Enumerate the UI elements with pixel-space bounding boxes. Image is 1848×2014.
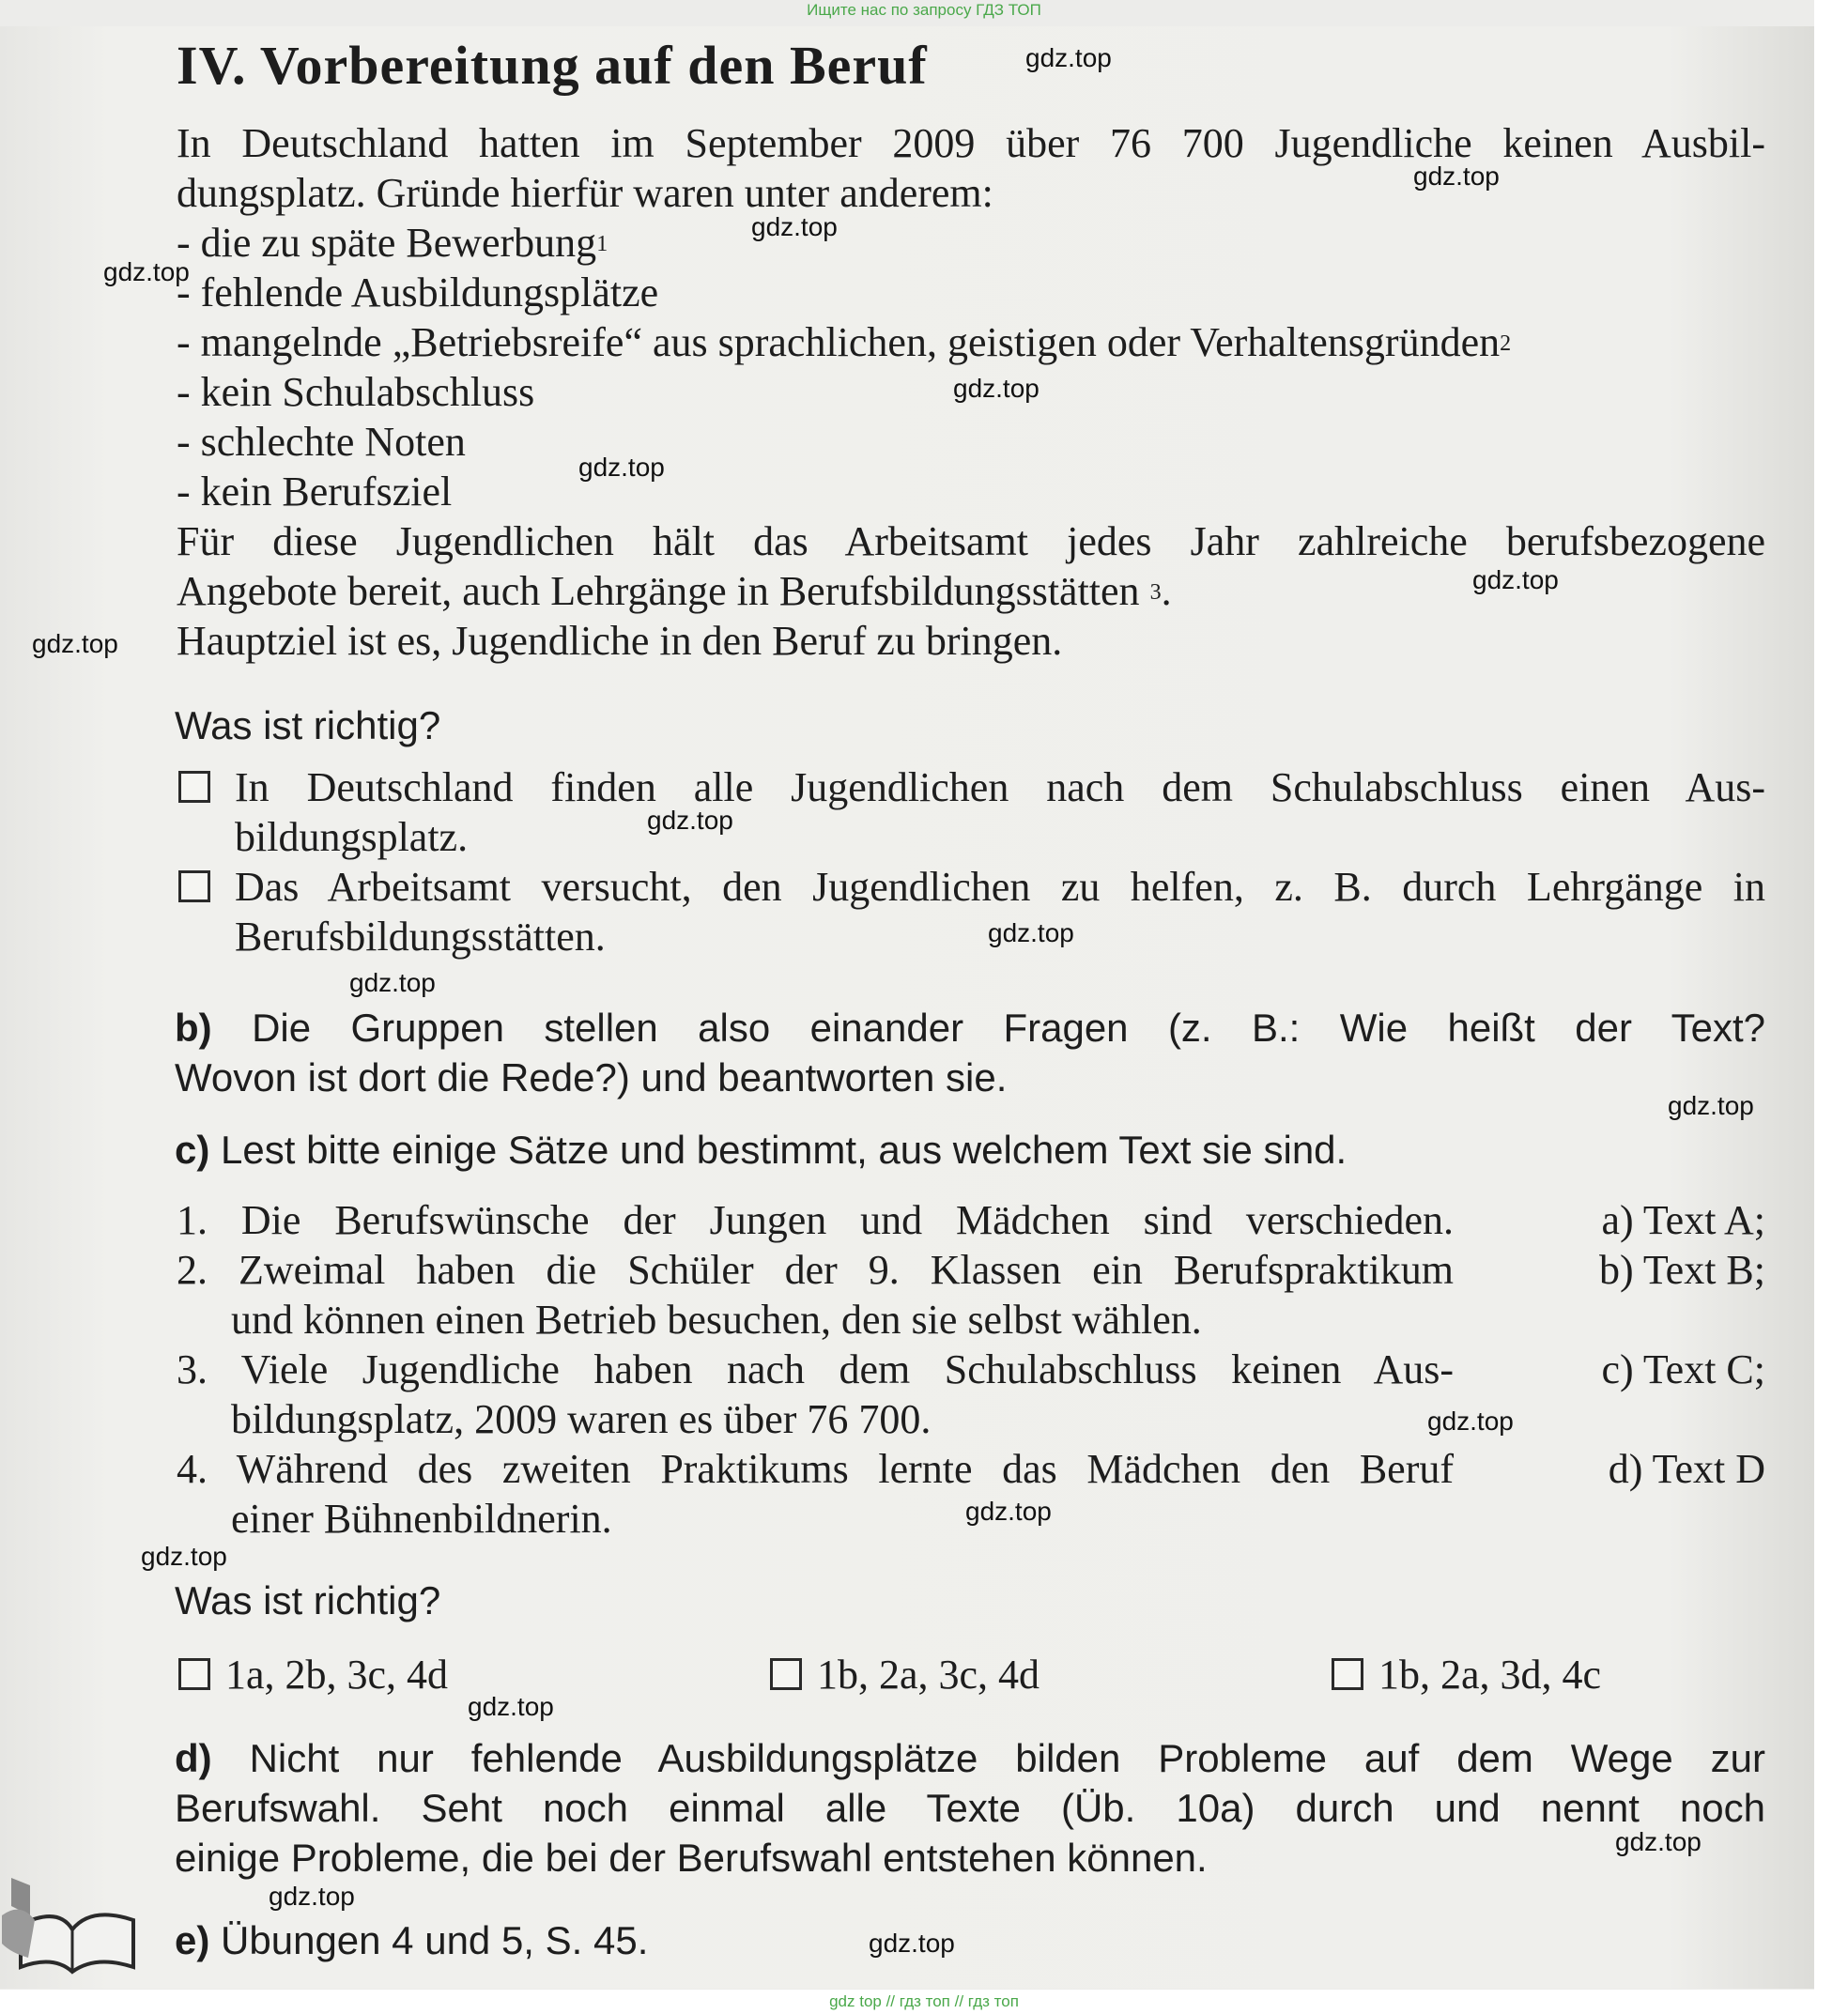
task-b-line-1: b) Die Gruppen stellen also einander Fragen (z. B.: Wie heißt der Text? [175, 1006, 1765, 1050]
watermark: gdz.top [953, 374, 1040, 403]
watermark: gdz.top [1427, 1407, 1514, 1436]
watermark: gdz.top [751, 212, 838, 241]
reason-item: - kein Schulabschluss [177, 369, 535, 415]
task-b-line-2: Wovon ist dort die Rede?) und beantworten sie. [175, 1055, 1008, 1099]
paragraph-line-1: Für diese Jugendlichen hält das Arbeitsamt jedes Jahr zahlreiche berufsbezogene [177, 518, 1765, 564]
match-answer: d) Text D [1608, 1446, 1765, 1492]
watermark: gdz.top [1668, 1091, 1754, 1120]
page-edge [1814, 0, 1848, 2014]
checkbox[interactable] [770, 1658, 802, 1690]
watermark: gdz.top [1413, 161, 1500, 191]
task-d-line-3: einige Probleme, die bei der Berufswahl entstehen können. [175, 1836, 1208, 1880]
watermark: gdz.top [468, 1692, 554, 1721]
quiz2-choice[interactable]: 1b, 2a, 3d, 4c [1332, 1650, 1601, 1699]
book-icon [2, 1868, 143, 1976]
quiz2-choice[interactable]: 1a, 2b, 3c, 4d [178, 1650, 448, 1699]
checkbox[interactable] [178, 870, 210, 902]
task-e: e) Übungen 4 und 5, S. 45. [175, 1918, 649, 1962]
bottom-banner[interactable]: gdz top // гдз топ // гдз топ [0, 1990, 1848, 2014]
watermark: gdz.top [103, 257, 190, 286]
match-answer: b) Text B; [1599, 1247, 1765, 1293]
quiz1-question: Was ist richtig? [175, 703, 441, 747]
quiz1-option-1[interactable]: In Deutschland finden alle Jugendlichen nach dem Schulabschluss einen Aus- bildungsplatz. [178, 762, 1765, 812]
quiz2-choice[interactable]: 1b, 2a, 3c, 4d [770, 1650, 1040, 1699]
reason-item: - schlechte Noten [177, 419, 466, 465]
task-d-line-2: Berufswahl. Seht noch einmal alle Texte (Üb. 10a) durch und nennt noch [175, 1786, 1765, 1830]
match-answer: c) Text C; [1601, 1346, 1765, 1392]
reason-item: - fehlende Ausbildungsplätze [177, 269, 659, 315]
reason-item: - kein Berufsziel [177, 469, 453, 515]
checkbox[interactable] [1332, 1658, 1363, 1690]
task-d-line-1: d) Nicht nur fehlende Ausbildungsplätze bilden Probleme auf dem Wege zur [175, 1736, 1766, 1780]
task-c: c) Lest bitte einige Sätze und bestimmt, aus welchem Text sie sind. [175, 1128, 1348, 1172]
checkbox[interactable] [178, 771, 210, 803]
watermark: gdz.top [349, 968, 436, 997]
reason-item: - mangelnde „Betriebsreife“ aus sprachlichen, geistigen oder Verhaltensgründen$^2$ [177, 319, 1512, 365]
watermark: gdz.top [988, 918, 1074, 947]
quiz1-option-2[interactable]: Das Arbeitsamt versucht, den Jugendlichen zu helfen, z. B. durch Lehrgänge in Berufsbildungsstätten. [178, 862, 1765, 912]
watermark: gdz.top [1472, 565, 1559, 594]
watermark: gdz.top [1025, 43, 1112, 72]
intro-line-2: dungsplatz. Gründe hierfür waren unter anderem: [177, 170, 993, 216]
quiz2-question: Was ist richtig? [175, 1578, 441, 1622]
section-title: IV. Vorbereitung auf den Beruf [177, 35, 928, 96]
watermark: gdz.top [869, 1929, 955, 1958]
watermark: gdz.top [1615, 1827, 1702, 1856]
watermark: gdz.top [269, 1882, 355, 1911]
watermark: gdz.top [32, 629, 118, 658]
reason-item: - die zu späte Bewerbung$^1$ [177, 220, 608, 266]
top-banner[interactable]: Ищите нас по запросу ГДЗ ТОП [807, 1, 1041, 19]
checkbox[interactable] [178, 1658, 210, 1690]
paragraph-line-2: Angebote bereit, auch Lehrgänge in Berufsbildungsstätten $^3$. [177, 568, 1172, 614]
watermark: gdz.top [647, 806, 733, 835]
watermark: gdz.top [578, 453, 665, 482]
intro-line-1: In Deutschland hatten im September 2009 über 76 700 Jugendliche keinen Ausbil- [177, 120, 1765, 166]
match-answer: a) Text A; [1601, 1197, 1765, 1243]
watermark: gdz.top [141, 1542, 227, 1571]
watermark: gdz.top [965, 1497, 1052, 1526]
paragraph-line-3: Hauptziel ist es, Jugendliche in den Beruf zu bringen. [177, 618, 1063, 664]
